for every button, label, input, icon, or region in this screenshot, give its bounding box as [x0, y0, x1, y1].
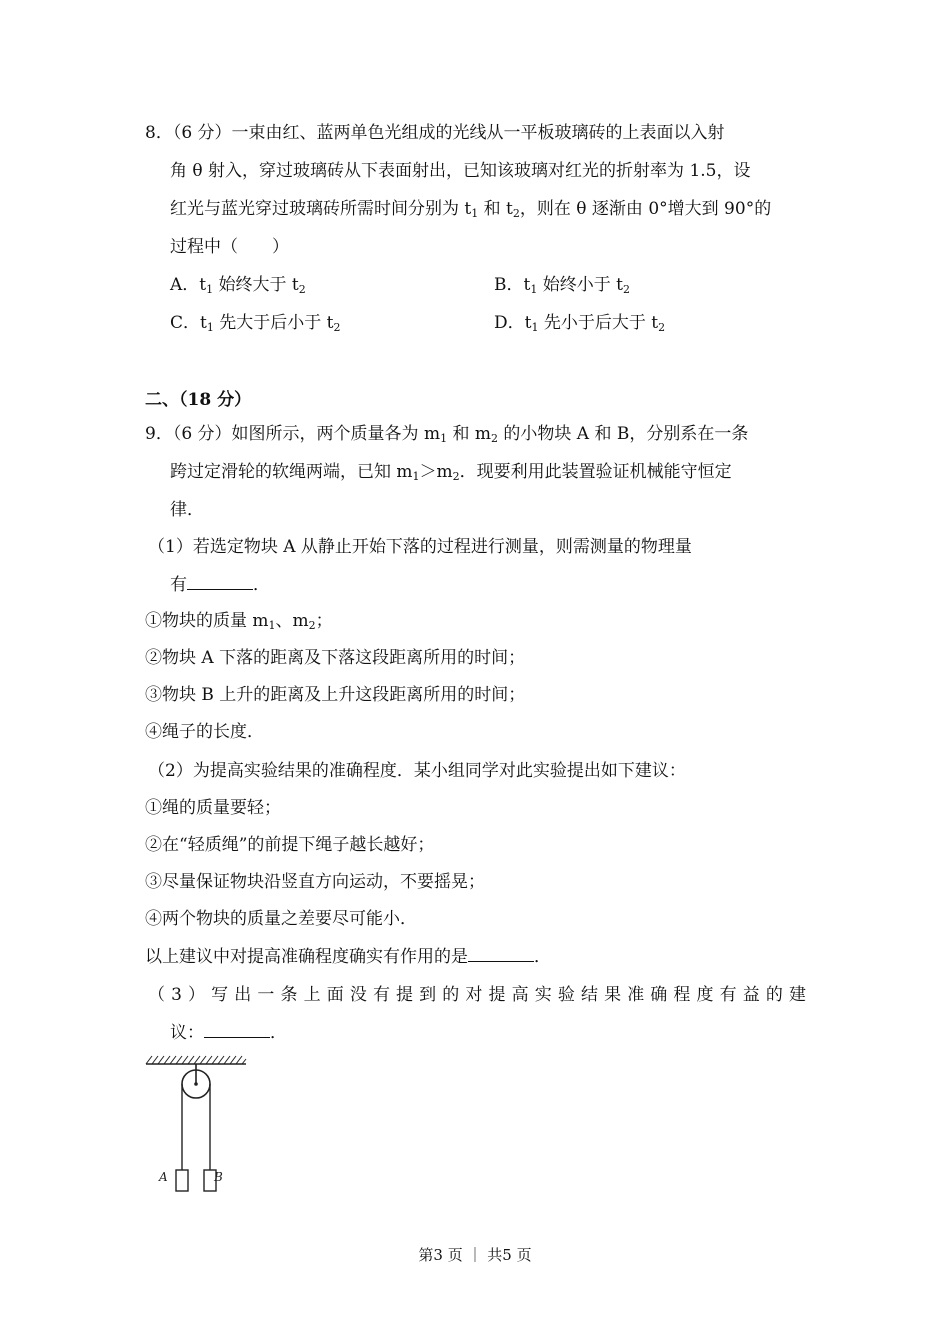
q8-option-a: A．$t_1$ 始终大于 $t_2$: [170, 275, 306, 296]
q8-option-d: D．$t_1$ 先小于后大于 $t_2$: [494, 313, 666, 334]
q9-part3-line-1: （3）写出一条上面没有提到的对提高实验结果准确程度有益的建: [148, 985, 806, 1005]
q8-line-4: 过程中（ ）: [170, 237, 289, 257]
q9-part2-item-3: ③尽量保证物块沿竖直方向运动，不要摇晃；: [145, 872, 485, 892]
label-b: B: [214, 1170, 223, 1184]
page-footer: 第3 页 ｜ 共5 页: [418, 1246, 532, 1264]
q9-part1-item-4: ④绳子的长度．: [145, 722, 264, 742]
block-a: [176, 1170, 188, 1191]
q8-line-1: 8．（6 分）一束由红、蓝两单色光组成的光线从一平板玻璃砖的上表面以入射: [145, 123, 725, 143]
pulley-axle: [194, 1082, 198, 1086]
label-a: A: [159, 1170, 168, 1184]
q9-part2-item-2: ②在“轻质绳”的前提下绳子越长越好；: [145, 835, 435, 855]
q9-line-1: 9．（6 分）如图所示，两个质量各为 $m_1$ 和 $m_2$ 的小物块 A 和 B，分别系在一条: [145, 424, 749, 445]
q9-part2-line: （2）为提高实验结果的准确程度．某小组同学对此实验提出如下建议：: [148, 761, 686, 781]
q9-part1-line-1: （1）若选定物块 A 从静止开始下落的过程进行测量，则需测量的物理量: [148, 537, 692, 557]
q9-part1-item-2: ②物块 A 下落的距离及下落这段距离所用的时间；: [145, 648, 526, 668]
q9-line-2: 跨过定滑轮的软绳两端，已知 $m_1>m_2$．现要利用此装置验证机械能守恒定: [170, 462, 732, 483]
q9-part1-line-2: 有 ．: [170, 575, 270, 595]
pulley-figure: [140, 1050, 260, 1200]
answer-blank-1[interactable]: [187, 573, 253, 590]
q9-part2-item-1: ①绳的质量要轻；: [145, 798, 281, 818]
q9-part2-item-4: ④两个物块的质量之差要尽可能小．: [145, 909, 417, 929]
answer-blank-3[interactable]: [204, 1021, 270, 1038]
section-two-heading: 二、（18 分）: [145, 390, 252, 410]
q9-part2-summary: 以上建议中对提高准确程度确实有作用的是 ．: [145, 947, 551, 967]
q8-option-b: B．$t_1$ 始终小于 $t_2$: [494, 275, 630, 296]
answer-blank-2[interactable]: [468, 945, 534, 962]
q9-part3-line-2: 议： ．: [170, 1023, 287, 1043]
q8-line-2: 角 θ 射入，穿过玻璃砖从下表面射出，已知该玻璃对红光的折射率为 1.5，设: [170, 161, 751, 181]
q9-part1-item-3: ③物块 B 上升的距离及上升这段距离所用的时间；: [145, 685, 526, 705]
q8-line-3: 红光与蓝光穿过玻璃砖所需时间分别为 $t_1$ 和 $t_2$，则在 θ 逐渐由 0°增大到 90°的: [170, 199, 772, 220]
q9-line-3: 律．: [170, 500, 204, 520]
q9-part1-item-1: ①物块的质量 $m_1$、$m_2$；: [145, 611, 333, 632]
q8-option-c: C．$t_1$ 先大于后小于 $t_2$: [170, 313, 341, 334]
ceiling-hatch: [146, 1056, 246, 1064]
